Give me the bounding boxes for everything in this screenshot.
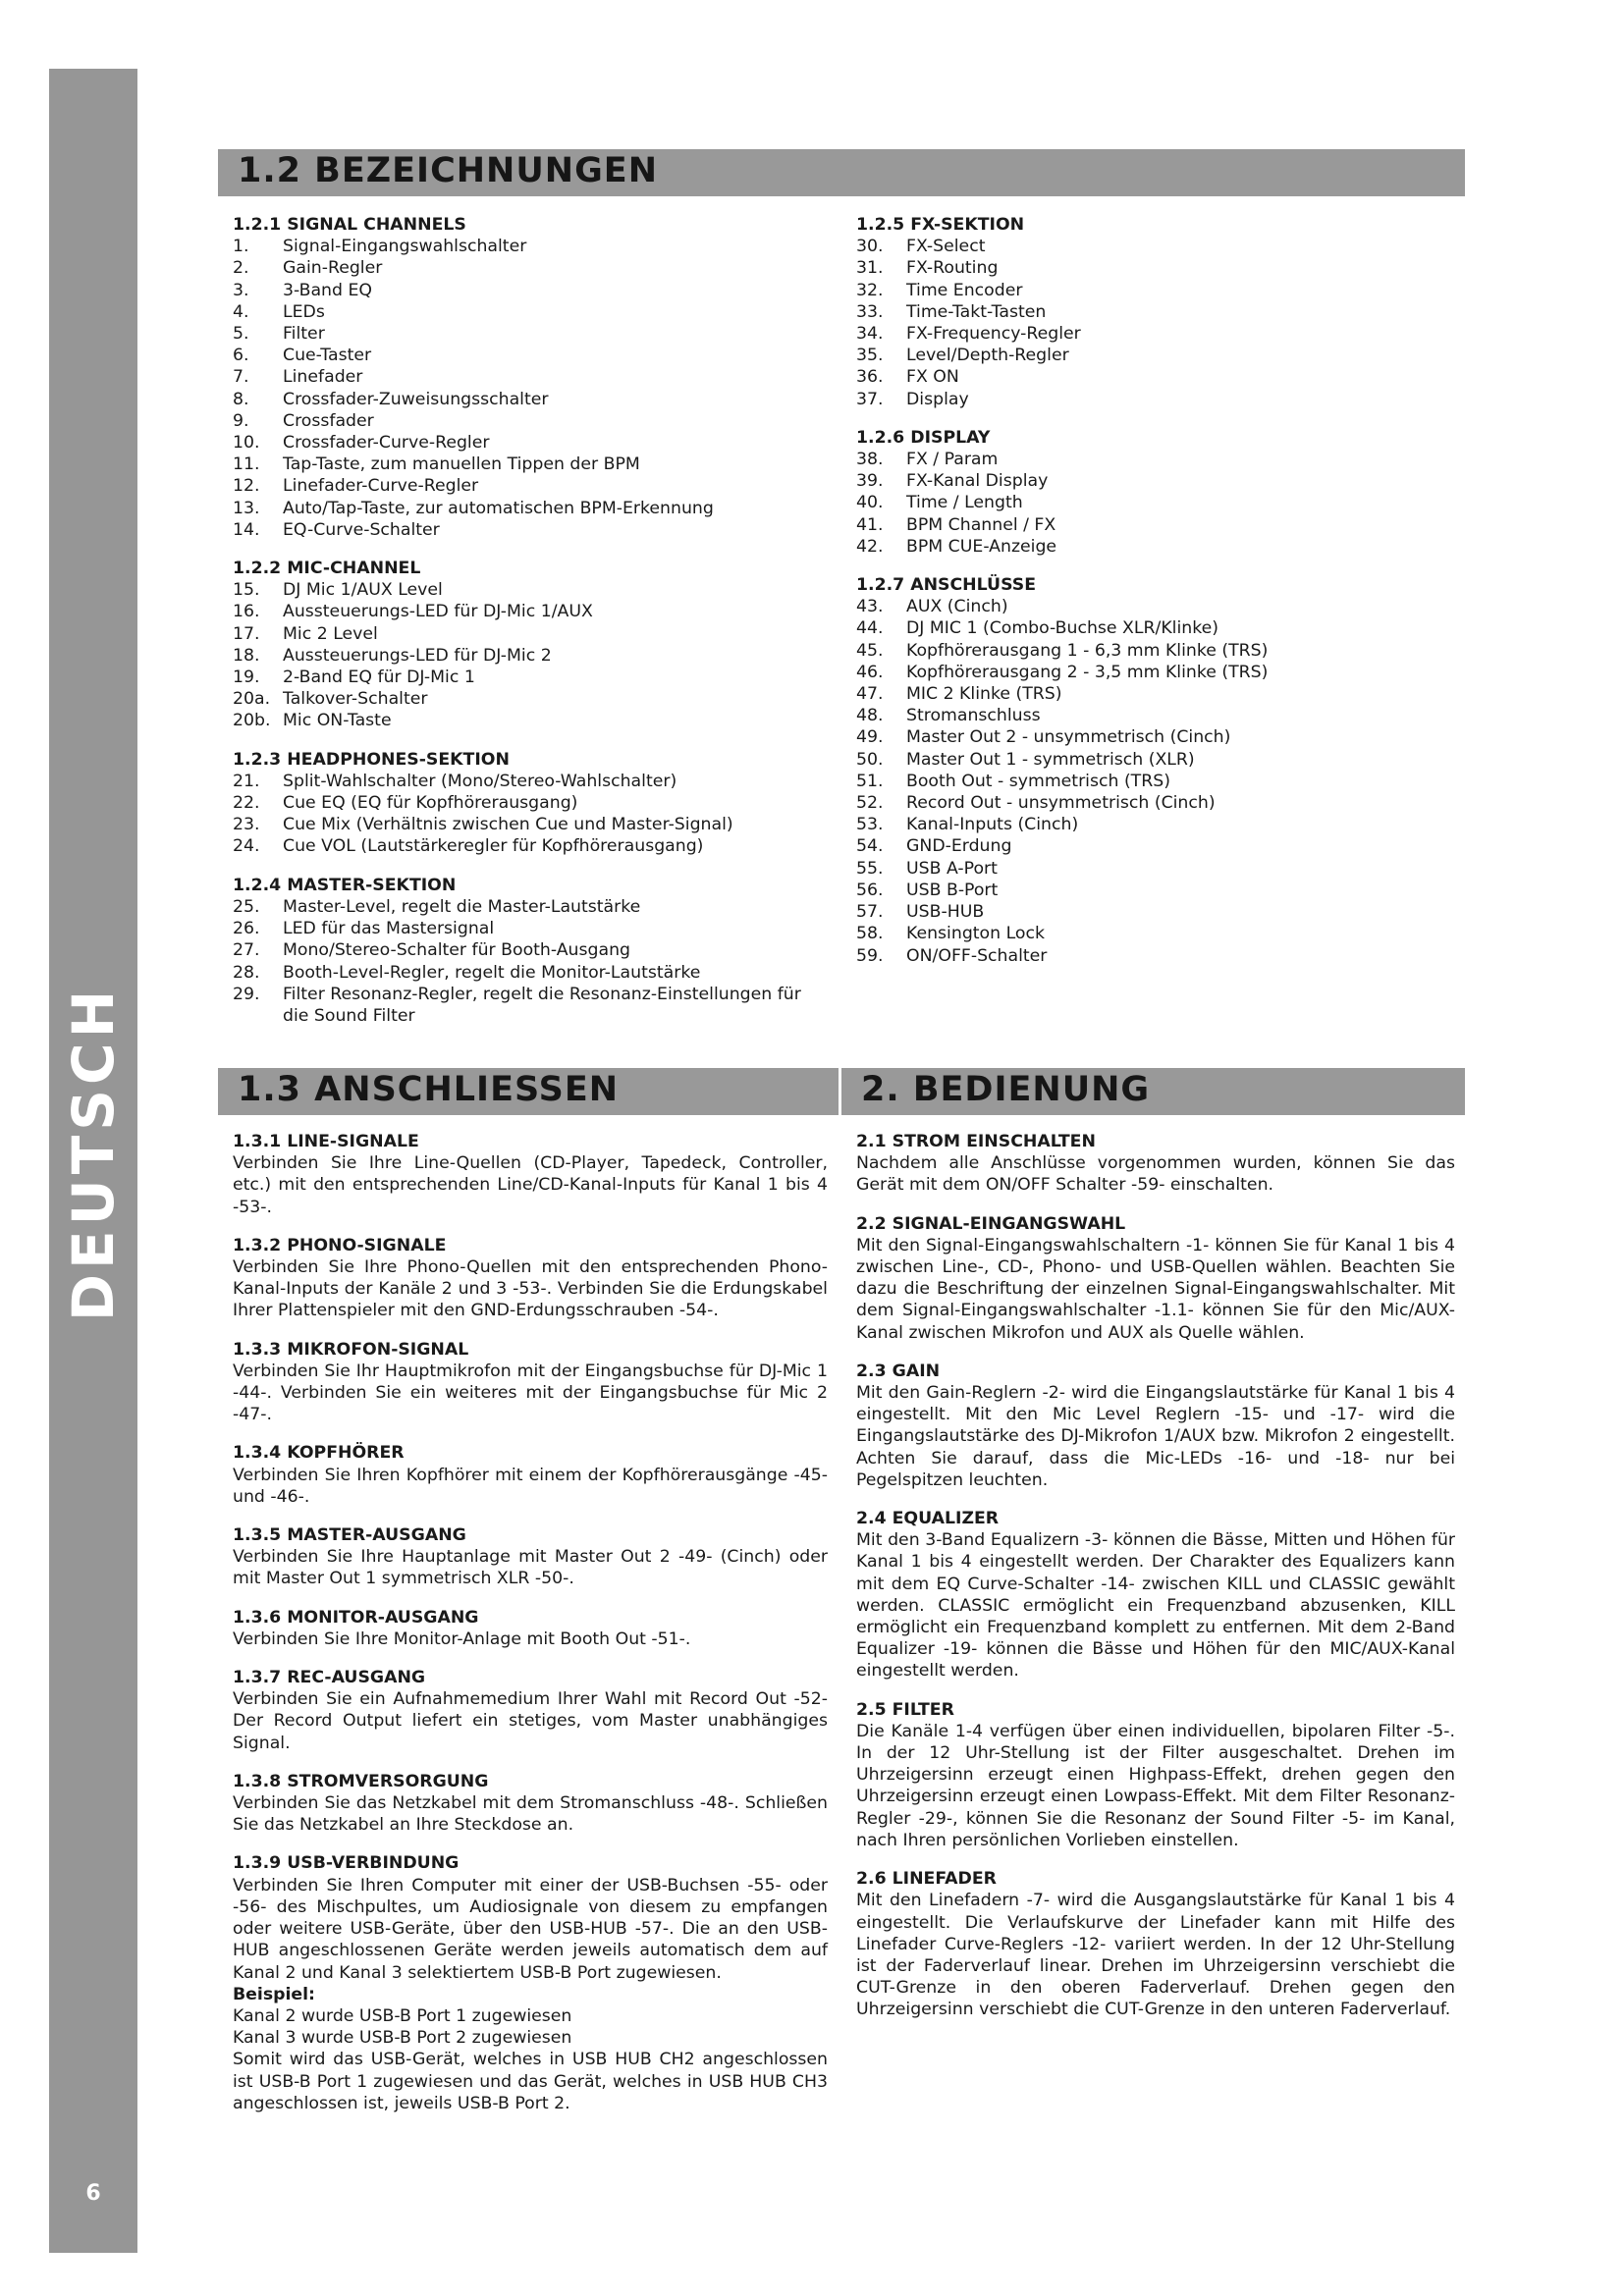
item-number: 31. [856, 258, 884, 279]
list-item [856, 470, 1445, 492]
item-text: Kanal-Inputs (Cinch) [906, 815, 1079, 835]
list-item [856, 792, 1445, 814]
item-number: 24. [233, 836, 260, 857]
section-header-bezeichnungen [218, 149, 1465, 196]
list-item [233, 814, 822, 835]
item-number: 42. [856, 536, 884, 557]
item-text: Booth Out - symmetrisch (TRS) [906, 771, 1170, 791]
item-text: Kopfhörerausgang 2 - 3,5 mm Klinke (TRS) [906, 662, 1269, 682]
item-number: 39. [856, 471, 884, 492]
item-text: Filter Resonanz-Regler, regelt die Resonanz-Einstellungen für die Sound Filter [283, 984, 801, 1026]
list-item [233, 667, 822, 688]
item-text: 2-Band EQ für DJ-Mic 1 [283, 667, 475, 688]
item-text: FX / Param [906, 450, 999, 470]
item-text: FX-Frequency-Regler [906, 324, 1081, 345]
parts-list-right [856, 214, 1445, 984]
item-number: 3. [233, 280, 249, 300]
list-item [856, 880, 1445, 901]
item-text: Kopfhörerausgang 1 - 6,3 mm Klinke (TRS) [906, 640, 1269, 661]
item-number: 40. [856, 493, 884, 513]
item-text: Mono/Stereo-Schalter für Booth-Ausgang [283, 940, 630, 961]
item-number: 29. [233, 984, 260, 1004]
item-text: Auto/Tap-Taste, zur automatischen BPM-Erkennung [283, 498, 714, 518]
list-item [233, 454, 822, 475]
item-text: Cue-Taster [283, 346, 372, 366]
subsection-title: 1.3.3 MIKROFON-SIGNAL [233, 1339, 469, 1360]
item-text: Level/Depth-Regler [906, 346, 1069, 366]
item-text: Filter [283, 324, 325, 345]
item-text: Master Out 2 - unsymmetrisch (Cinch) [906, 727, 1231, 748]
text-section [233, 1771, 828, 1837]
item-text: Gain-Regler [283, 258, 383, 279]
item-text: EQ-Curve-Schalter [283, 519, 440, 540]
item-text: USB A-Port [906, 858, 998, 879]
item-text: FX-Routing [906, 258, 999, 279]
item-text: USB-HUB [906, 902, 985, 923]
list-item [233, 579, 822, 601]
parts-group-anschluesse [856, 574, 1445, 967]
list-item [233, 475, 822, 497]
paragraph: Mit den 3-Band Equalizern -3- können die Bässe, Mitten und Höhen für Kanal 1 bis 4 eingestellt werden. Der Charakter des Equalizers kann mit dem EQ Curve-Schalter -14- zwischen KILL und CLASSIC gewählt werden. CLASSIC ermöglicht ein Frequenzband abzusenken, KILL ermöglicht ein Frequenzband komplett zu entfernen. Mit dem 2-Band Equalizer -19- können die Bässe und Höhen für den MIC/AUX-Kanal eingestellt werden. [856, 1530, 1455, 1682]
list-item [233, 366, 822, 388]
item-text: Linefader-Curve-Regler [283, 476, 479, 497]
list-item [856, 923, 1445, 944]
section-header-bedienung [841, 1068, 1465, 1115]
subsection-title: 1.3.8 STROMVERSORGUNG [233, 1771, 489, 1791]
item-text: Crossfader-Zuweisungsschalter [283, 389, 549, 409]
item-text: Kensington Lock [906, 924, 1045, 944]
item-text: Display [906, 389, 969, 409]
item-number: 9. [233, 410, 249, 431]
subsection-title: 1.3.9 USB-VERBINDUNG [233, 1853, 460, 1874]
subsection-title: 2.5 FILTER [856, 1699, 954, 1720]
parts-group-master [233, 875, 822, 1027]
list-item [233, 389, 822, 410]
paragraph: Mit den Signal-Eingangswahlschaltern -1- können Sie für Kanal 1 bis 4 zwischen Line-, CD-, Phono- und USB-Quellen wählen. Beachten Sie dazu die Beschriftung der einzelnen Signal-Eingangswahlschalter. Mit dem Signal-Eingangswahlschalter -1.1- können Sie für den Mic/AUX-Kanal zwischen Mikrofon und AUX als Quelle wählen. [856, 1235, 1455, 1343]
item-number: 35. [856, 346, 884, 366]
parts-group-headphones [233, 749, 822, 858]
list-item [233, 645, 822, 667]
item-text: USB B-Port [906, 880, 999, 900]
text-section [233, 1131, 828, 1218]
item-text: Master Out 1 - symmetrisch (XLR) [906, 749, 1195, 770]
item-text: Aussteuerungs-LED für DJ-Mic 2 [283, 645, 552, 666]
item-number: 50. [856, 749, 884, 770]
paragraph: Somit wird das USB-Gerät, welches in USB HUB CH2 angeschlossen ist USB-B Port 1 zugewiesen und das Gerät, welches in USB HUB CH3 angeschlossen ist, jeweils USB-B Port 2. [233, 2050, 828, 2113]
item-text: DJ Mic 1/AUX Level [283, 580, 443, 601]
list-item [233, 601, 822, 622]
item-number: 58. [856, 924, 884, 944]
list-item [856, 323, 1445, 345]
list-item [233, 236, 822, 257]
text-section [233, 1235, 828, 1322]
item-text: Signal-Eingangswahlschalter [283, 237, 527, 257]
text-section [233, 1339, 828, 1426]
list-item [856, 301, 1445, 323]
paragraph: Verbinden Sie Ihre Monitor-Anlage mit Booth Out -51-. [233, 1629, 691, 1649]
list-item [856, 835, 1445, 857]
item-text: LEDs [283, 301, 325, 322]
item-number: 11. [233, 454, 260, 475]
anschliessen-column [233, 1131, 828, 2131]
group-title: 1.2.3 HEADPHONES-SEKTION [233, 749, 510, 770]
item-text: FX-Select [906, 237, 986, 257]
item-number: 48. [856, 706, 884, 726]
item-number: 16. [233, 602, 260, 622]
item-text: ON/OFF-Schalter [906, 945, 1048, 966]
list-item [233, 688, 822, 710]
item-number: 18. [233, 645, 260, 666]
paragraph: Mit den Gain-Reglern -2- wird die Eingangslautstärke für Kanal 1 bis 4 eingestellt. Mit den Mic Level Reglern -15- und -17- wird die Eingangslautstärke des DJ-Mikrofon 1/AUX bzw. Mikrofon 2 eingestellt. Achten Sie darauf, dass die Mic-LEDs -16- und -18- nur bei Pegelspitzen leuchten. [856, 1383, 1455, 1490]
item-number: 17. [233, 623, 260, 644]
item-number: 25. [233, 896, 260, 917]
group-title: 1.2.1 SIGNAL CHANNELS [233, 215, 466, 235]
item-text: Aussteuerungs-LED für DJ-Mic 1/AUX [283, 602, 593, 622]
item-text: GND-Erdung [906, 836, 1012, 857]
item-number: 53. [856, 815, 884, 835]
parts-list-left [233, 214, 822, 1043]
item-number: 27. [233, 940, 260, 961]
list-item [856, 726, 1445, 748]
item-number: 33. [856, 301, 884, 322]
subsection-title: 1.3.4 KOPFHÖRER [233, 1443, 405, 1464]
subsection-title: 1.3.1 LINE-SIGNALE [233, 1132, 419, 1151]
list-item [856, 617, 1445, 639]
list-item [233, 257, 822, 279]
group-title: 1.2.6 DISPLAY [856, 427, 991, 448]
parts-group-signal_channels [233, 214, 822, 541]
item-text: Stromanschluss [906, 706, 1041, 726]
subsection-title: 2.1 STROM EINSCHALTEN [856, 1132, 1096, 1151]
paragraph: Verbinden Sie Ihre Line-Quellen (CD-Player, Tapedeck, Controller, etc.) mit den entsprechenden Line/CD-Kanal-Inputs für Kanal 1 bis 4 -53-. [233, 1153, 828, 1217]
subsection-title: 2.2 SIGNAL-EINGANGSWAHL [856, 1213, 1126, 1234]
item-number: 22. [233, 793, 260, 814]
item-text: Linefader [283, 367, 363, 388]
item-number: 20a. [233, 689, 271, 710]
group-title: 1.2.2 MIC-CHANNEL [233, 559, 421, 579]
item-number: 46. [856, 662, 884, 682]
item-text: BPM CUE-Anzeige [906, 536, 1057, 557]
text-section [856, 1131, 1455, 1197]
item-number: 49. [856, 727, 884, 748]
language-label-box [49, 977, 137, 1330]
item-number: 1. [233, 237, 249, 257]
section-title: 2. BEDIENUNG [861, 1070, 1151, 1109]
list-item [233, 939, 822, 961]
list-item [856, 492, 1445, 513]
list-item [233, 432, 822, 454]
paragraph: Verbinden Sie Ihren Computer mit einer der USB-Buchsen -55- oder -56- des Mischpultes, um Audiosignale von diesem zu empfangen oder weitere USB-Geräte, über den USB-HUB -57-. Die an den USB-HUB angeschlossenen Geräte werden jeweils automatisch dem auf Kanal 2 und Kanal 3 selektiertem USB-B Port zugewiesen. [233, 1875, 828, 1983]
item-text: BPM Channel / FX [906, 514, 1056, 535]
subsection-title: 2.6 LINEFADER [856, 1869, 997, 1890]
item-number: 20b. [233, 711, 271, 731]
text-section [233, 1667, 828, 1754]
item-number: 56. [856, 880, 884, 900]
item-text: Split-Wahlschalter (Mono/Stereo-Wahlschalter) [283, 771, 677, 791]
text-section [233, 1442, 828, 1508]
paragraph: Die Kanäle 1-4 verfügen über einen individuellen, bipolaren Filter -5-. In der 12 Uhr-Stellung ist der Filter ausgeschaltet. Drehen im Uhrzeigersinn erzeugt einen Highpass-Effekt, drehen gegen den Uhrzeigersinn erzeugt einen Lowpass-Effekt. Mit dem Filter Resonanz-Regler -29-, können Sie die Resonanz der Sound Filter -5- im Kanal, nach Ihren persönlichen Vorlieben einstellen. [856, 1721, 1455, 1850]
paragraph: Verbinden Sie Ihre Hauptanlage mit Master Out 2 -49- (Cinch) oder mit Master Out 1 symmetrisch XLR -50-. [233, 1547, 828, 1589]
list-item [856, 901, 1445, 923]
item-text: Tap-Taste, zum manuellen Tippen der BPM [283, 454, 640, 475]
item-number: 41. [856, 514, 884, 535]
item-text: Mic 2 Level [283, 623, 378, 644]
list-item [856, 345, 1445, 366]
item-number: 57. [856, 902, 884, 923]
item-number: 6. [233, 346, 249, 366]
item-text: Cue Mix (Verhältnis zwischen Cue und Master-Signal) [283, 815, 733, 835]
list-item [856, 662, 1445, 683]
text-section [856, 1699, 1455, 1851]
item-text: DJ MIC 1 (Combo-Buchse XLR/Klinke) [906, 618, 1218, 639]
list-item [233, 896, 822, 918]
subsection-title: 1.3.7 REC-AUSGANG [233, 1668, 426, 1688]
list-item [856, 389, 1445, 410]
group-title: 1.2.4 MASTER-SEKTION [233, 875, 457, 895]
language-label: DEUTSCH [60, 985, 127, 1322]
text-section [856, 1213, 1455, 1344]
item-text: Time / Length [906, 493, 1023, 513]
text-section [856, 1868, 1455, 2020]
item-number: 21. [233, 771, 260, 791]
list-item [233, 519, 822, 541]
list-item [233, 623, 822, 645]
list-item [233, 792, 822, 814]
bedienung-column [856, 1131, 1455, 2038]
item-text: Crossfader-Curve-Regler [283, 433, 490, 454]
text-section-usb [233, 1852, 828, 2113]
list-item [233, 771, 822, 792]
parts-group-fx [856, 214, 1445, 410]
list-item [233, 301, 822, 323]
item-number: 51. [856, 771, 884, 791]
list-item [233, 962, 822, 984]
item-number: 4. [233, 301, 249, 322]
section-header-anschliessen [218, 1068, 839, 1115]
item-text: FX ON [906, 367, 959, 388]
section-title: 1.2 BEZEICHNUNGEN [238, 151, 658, 190]
list-item [856, 514, 1445, 536]
item-number: 45. [856, 640, 884, 661]
list-item [233, 498, 822, 519]
example-line: Kanal 2 wurde USB-B Port 1 zugewiesen [233, 2005, 572, 2026]
list-item [856, 771, 1445, 792]
item-number: 12. [233, 476, 260, 497]
item-text: Time Encoder [906, 280, 1023, 300]
item-number: 10. [233, 433, 260, 454]
list-item [856, 705, 1445, 726]
item-number: 26. [233, 919, 260, 939]
parts-group-mic_channel [233, 558, 822, 732]
list-item [856, 749, 1445, 771]
list-item [856, 366, 1445, 388]
paragraph: Nachdem alle Anschlüsse vorgenommen wurden, können Sie das Gerät mit dem ON/OFF Schalter -59- einschalten. [856, 1153, 1455, 1196]
subsection-title: 2.3 GAIN [856, 1361, 941, 1381]
list-item [856, 814, 1445, 835]
list-item [233, 835, 822, 857]
text-section [233, 1607, 828, 1650]
item-number: 44. [856, 618, 884, 639]
subsection-title: 1.3.5 MASTER-AUSGANG [233, 1525, 466, 1546]
list-item [233, 410, 822, 432]
item-number: 52. [856, 793, 884, 814]
item-number: 7. [233, 367, 249, 388]
item-number: 14. [233, 519, 260, 540]
list-item [233, 323, 822, 345]
paragraph: Verbinden Sie das Netzkabel mit dem Stromanschluss -48-. Schließen Sie das Netzkabel an Ihre Steckdose an. [233, 1793, 828, 1836]
list-item [856, 449, 1445, 470]
item-text: Talkover-Schalter [283, 689, 428, 710]
item-text: MIC 2 Klinke (TRS) [906, 684, 1062, 705]
paragraph: Verbinden Sie ein Aufnahmemedium Ihrer Wahl mit Record Out -52-Der Record Output liefert ein stetiges, vom Master unabhängiges Signal. [233, 1689, 828, 1753]
text-section [233, 1524, 828, 1590]
item-number: 13. [233, 498, 260, 518]
item-number: 54. [856, 836, 884, 857]
paragraph: Verbinden Sie Ihre Phono-Quellen mit den entsprechenden Phono-Kanal-Inputs der Kanäle 2 und 3 -53-. Verbinden Sie die Erdungskabel Ihrer Plattenspieler mit den GND-Erdungsschrauben -54-. [233, 1257, 828, 1321]
item-number: 59. [856, 945, 884, 966]
subsection-title: 1.3.6 MONITOR-AUSGANG [233, 1607, 479, 1628]
paragraph: Verbinden Sie Ihren Kopfhörer mit einem der Kopfhörerausgänge -45- und -46-. [233, 1465, 828, 1507]
parts-group-display [856, 427, 1445, 558]
list-item [856, 257, 1445, 279]
item-text: AUX (Cinch) [906, 597, 1008, 617]
item-text: Cue EQ (EQ für Kopfhörerausgang) [283, 793, 578, 814]
item-text: Record Out - unsymmetrisch (Cinch) [906, 793, 1216, 814]
item-number: 36. [856, 367, 884, 388]
item-number: 32. [856, 280, 884, 300]
item-text: Master-Level, regelt die Master-Lautstärke [283, 896, 641, 917]
list-item [856, 640, 1445, 662]
item-text: Crossfader [283, 410, 374, 431]
subsection-title: 2.4 EQUALIZER [856, 1509, 1000, 1529]
list-item [856, 683, 1445, 705]
item-number: 15. [233, 580, 260, 601]
item-number: 47. [856, 684, 884, 705]
item-text: LED für das Mastersignal [283, 919, 495, 939]
item-text: FX-Kanal Display [906, 471, 1049, 492]
paragraph: Verbinden Sie Ihr Hauptmikrofon mit der Eingangsbuchse für DJ-Mic 1 -44-. Verbinden Sie ein weiteres mit der Eingangsbuchse für Mic 2 -47-. [233, 1361, 828, 1425]
page-number: 6 [85, 2181, 101, 2206]
item-number: 8. [233, 389, 249, 409]
list-item [856, 945, 1445, 967]
item-text: Booth-Level-Regler, regelt die Monitor-Lautstärke [283, 962, 701, 983]
item-number: 28. [233, 962, 260, 983]
item-number: 43. [856, 597, 884, 617]
item-text: 3-Band EQ [283, 280, 372, 300]
item-number: 5. [233, 324, 249, 345]
text-section [856, 1361, 1455, 1491]
item-number: 2. [233, 258, 249, 279]
item-text: Mic ON-Taste [283, 711, 392, 731]
group-title: 1.2.7 ANSCHLÜSSE [856, 575, 1036, 596]
list-item [856, 536, 1445, 558]
section-title: 1.3 ANSCHLIESSEN [238, 1070, 620, 1109]
item-text: Time-Takt-Tasten [906, 301, 1047, 322]
item-number: 19. [233, 667, 260, 688]
list-item [233, 280, 822, 301]
list-item [856, 280, 1445, 301]
list-item [856, 858, 1445, 880]
item-text: Cue VOL (Lautstärkeregler für Kopfhörerausgang) [283, 836, 704, 857]
list-item [233, 345, 822, 366]
item-number: 37. [856, 389, 884, 409]
list-item [856, 596, 1445, 617]
subsection-title: 1.3.2 PHONO-SIGNALE [233, 1235, 447, 1255]
item-number: 34. [856, 324, 884, 345]
list-item [233, 984, 822, 1027]
item-number: 38. [856, 450, 884, 470]
group-title: 1.2.5 FX-SEKTION [856, 215, 1025, 235]
list-item [233, 710, 822, 731]
list-item [233, 918, 822, 939]
example-line: Kanal 3 wurde USB-B Port 2 zugewiesen [233, 2028, 572, 2049]
paragraph: Mit den Linefadern -7- wird die Ausgangslautstärke für Kanal 1 bis 4 eingestellt. Die Verlaufskurve der Linefader kann mit Hilfe des Linefader Curve-Reglers -12- variiert werden. In der 12 Uhr-Stellung ist der Faderverlauf linear. Drehen im Uhrzeigersinn verschiebt die CUT-Grenze in den oberen Faderverlauf. Drehen gegen den Uhrzeigersinn verschiebt die CUT-Grenze in den unteren Faderverlauf. [856, 1891, 1455, 2020]
example-label: Beispiel: [233, 1984, 315, 2004]
item-number: 55. [856, 858, 884, 879]
text-section [856, 1508, 1455, 1682]
item-number: 30. [856, 237, 884, 257]
list-item [856, 236, 1445, 257]
item-number: 23. [233, 815, 260, 835]
